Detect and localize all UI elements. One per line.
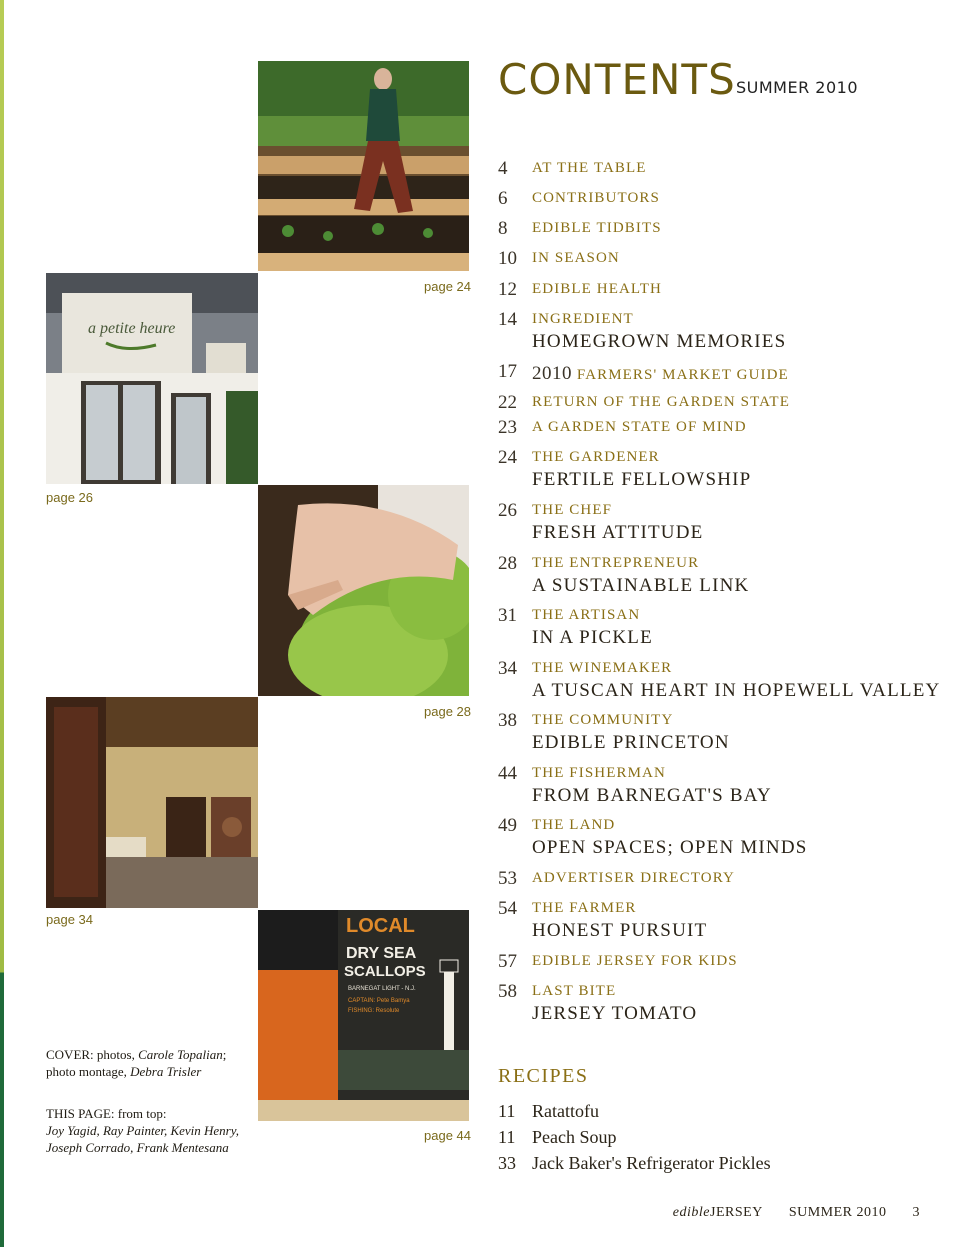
recipe-item[interactable] xyxy=(498,1101,599,1122)
cover-credit-name: Carole Topalian xyxy=(138,1047,223,1062)
toc-section: THE LAND xyxy=(532,817,616,833)
toc-section: ADVERTISER DIRECTORY xyxy=(532,870,735,886)
toc-section: RETURN OF THE GARDEN STATE xyxy=(532,394,790,410)
toc-page-number: 54 xyxy=(498,898,517,919)
toc-page-number: 6 xyxy=(498,188,508,209)
recipe-name: Ratattofu xyxy=(532,1101,599,1121)
photo-storefront xyxy=(46,273,258,484)
toc-page-number: 24 xyxy=(498,447,517,468)
scallops-sign-line: LOCAL xyxy=(346,915,415,937)
toc-section: INGREDIENT xyxy=(532,311,634,327)
toc-page-number: 28 xyxy=(498,553,517,574)
scallops-sign-line: FISHING: Resolute xyxy=(348,1008,400,1014)
toc-feature-title: FROM BARNEGAT'S BAY xyxy=(532,785,772,806)
toc-section: CONTRIBUTORS xyxy=(532,190,660,206)
toc-section: A GARDEN STATE OF MIND xyxy=(532,419,747,435)
page-edge-strip xyxy=(0,0,4,1247)
photo-gardener xyxy=(258,61,469,271)
toc-section: THE GARDENER xyxy=(532,449,660,465)
toc-section: THE CHEF xyxy=(532,502,613,518)
photo-caption: page 34 xyxy=(46,912,93,927)
toc-page-number: 17 xyxy=(498,361,517,382)
toc-section: FARMERS' MARKET GUIDE xyxy=(576,367,789,383)
toc-page-number: 44 xyxy=(498,763,517,784)
toc-page-number: 38 xyxy=(498,710,517,731)
toc-page-number: 57 xyxy=(498,951,517,972)
toc-page-number: 53 xyxy=(498,868,517,889)
page-credit-names: Joy Yagid, Ray Painter, Kevin Henry, Joseph Corrado, Frank Mentesana xyxy=(46,1123,240,1155)
toc-section: EDIBLE JERSEY FOR KIDS xyxy=(532,953,738,969)
photo-caption: page 24 xyxy=(424,279,471,294)
toc-page-number: 10 xyxy=(498,248,517,269)
photo-caption: page 44 xyxy=(424,1128,471,1143)
toc-feature-title: HONEST PURSUIT xyxy=(532,920,708,941)
page-title: CONTENTS xyxy=(498,55,736,104)
toc-page-number: 58 xyxy=(498,981,517,1002)
toc-feature-title: A TUSCAN HEART IN HOPEWELL VALLEY xyxy=(532,680,941,701)
cover-credits xyxy=(46,1046,246,1080)
toc-section: THE COMMUNITY xyxy=(532,712,674,728)
toc-page-number: 26 xyxy=(498,500,517,521)
photo-caption: page 26 xyxy=(46,490,93,505)
toc-page-number: 14 xyxy=(498,309,517,330)
toc-page-number: 12 xyxy=(498,279,517,300)
toc-section-lead: 2010 xyxy=(532,363,572,384)
toc-section: THE FISHERMAN xyxy=(532,765,666,781)
recipe-page-number: 11 xyxy=(498,1127,516,1147)
toc-feature-title: IN A PICKLE xyxy=(532,627,653,648)
recipes-heading: RECIPES xyxy=(498,1065,589,1087)
recipe-page-number: 11 xyxy=(498,1101,516,1121)
toc-section: EDIBLE TIDBITS xyxy=(532,220,662,236)
cover-credit-label: COVER: photos, xyxy=(46,1047,135,1062)
toc-section: IN SEASON xyxy=(532,250,620,266)
toc-feature-title: EDIBLE PRINCETON xyxy=(532,732,730,753)
toc-feature-title: JERSEY TOMATO xyxy=(532,1003,698,1024)
recipe-page-number: 33 xyxy=(498,1153,516,1173)
toc-section: AT THE TABLE xyxy=(532,160,647,176)
toc-feature-title: OPEN SPACES; OPEN MINDS xyxy=(532,837,808,858)
page-footer xyxy=(673,1205,920,1221)
recipe-item[interactable] xyxy=(498,1153,771,1174)
cover-credit-mid: ; photo montage, xyxy=(46,1047,227,1079)
scallops-sign-line: SCALLOPS xyxy=(344,963,426,980)
toc-feature-title: FRESH ATTITUDE xyxy=(532,522,704,543)
photo-scallops xyxy=(258,910,469,1121)
toc-page-number: 22 xyxy=(498,392,517,413)
toc-section: EDIBLE HEALTH xyxy=(532,281,662,297)
toc-section: LAST BITE xyxy=(532,983,617,999)
toc-feature-title: FERTILE FELLOWSHIP xyxy=(532,469,752,490)
scallops-sign-line: DRY SEA xyxy=(346,945,417,962)
cover-credit-name: Debra Trisler xyxy=(130,1064,202,1079)
scallops-sign-line: CAPTAIN: Pete Bamya xyxy=(348,998,410,1004)
footer-brand-prefix: edible xyxy=(672,1205,711,1220)
toc-section: THE FARMER xyxy=(532,900,637,916)
footer-page-number: 3 xyxy=(912,1205,920,1220)
toc-page-number: 31 xyxy=(498,605,517,626)
toc-feature-title: A SUSTAINABLE LINK xyxy=(532,575,750,596)
toc-section: THE ENTREPRENEUR xyxy=(532,555,700,571)
photo-winery xyxy=(46,697,258,908)
storefront-sign: a petite heure xyxy=(88,320,176,337)
toc-section: THE ARTISAN xyxy=(532,607,641,623)
page-credits xyxy=(46,1105,246,1156)
toc-page-number: 49 xyxy=(498,815,517,836)
footer-issue: SUMMER 2010 xyxy=(788,1205,887,1220)
footer-brand-main: JERSEY xyxy=(710,1205,763,1220)
toc-feature-title: HOMEGROWN MEMORIES xyxy=(532,331,787,352)
toc-page-number: 4 xyxy=(498,158,508,179)
recipe-name: Peach Soup xyxy=(532,1127,617,1147)
toc-page-number: 23 xyxy=(498,417,517,438)
toc-page-number: 8 xyxy=(498,218,508,239)
scallops-sign-line: BARNEGAT LIGHT - N.J. xyxy=(348,986,416,992)
photo-lettuce xyxy=(258,485,469,696)
photo-caption: page 28 xyxy=(424,704,471,719)
recipe-name: Jack Baker's Refrigerator Pickles xyxy=(532,1153,771,1173)
recipe-item[interactable] xyxy=(498,1127,617,1148)
toc-page-number: 34 xyxy=(498,658,517,679)
toc-section: THE WINEMAKER xyxy=(532,660,673,676)
issue-label: SUMMER 2010 xyxy=(736,78,859,97)
page-credit-label: THIS PAGE: from top: xyxy=(46,1106,167,1121)
